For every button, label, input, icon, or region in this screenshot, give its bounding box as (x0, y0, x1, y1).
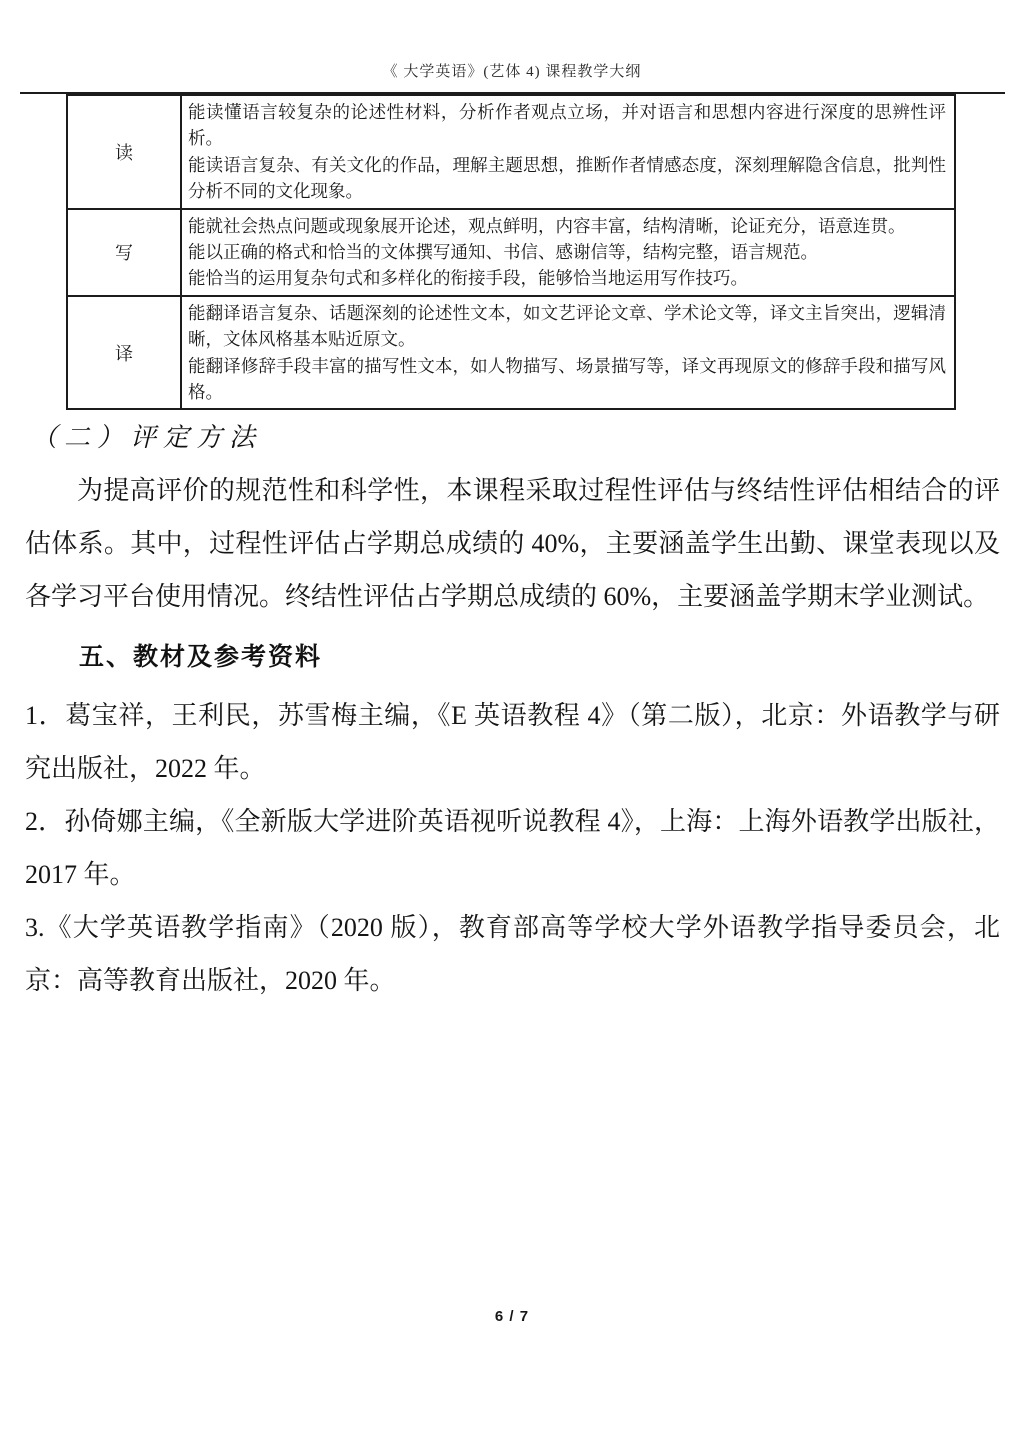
content-paragraph: 能读语言复杂、有关文化的作品，理解主题思想，推断作者情感态度，深刻理解隐含信息，批判性分析不同的文化现象。 (188, 154, 946, 202)
content-paragraph: 能读懂语言较复杂的论述性材料，分析作者观点立场，并对语言和思想内容进行深度的思辨性评析。 (188, 102, 946, 149)
document-header (0, 0, 1024, 82)
section-heading-evaluation-method: （二）评定方法 (31, 423, 263, 453)
table-row-translation (67, 296, 955, 410)
skills-table (66, 94, 956, 410)
row-content-reading (181, 95, 955, 209)
row-content-translation (181, 296, 955, 410)
content-paragraph: 能以正确的格式和恰当的文体撰写通知、书信、感谢信等，结构完整，语言规范。 (188, 242, 818, 263)
row-label-translation: 译 (67, 296, 181, 410)
content-paragraph: 能就社会热点问题或现象展开论述，观点鲜明，内容丰富，结构清晰，论证充分，语意连贯。 (188, 215, 906, 236)
row-label-writing: 写 (67, 209, 181, 296)
page-number-text: 6 / 7 (494, 1308, 530, 1325)
content-paragraph: 能翻译语言复杂、话题深刻的论述性文本，如文艺评论文章、学术论文等，译文主旨突出，逻辑清晰，文体风格基本贴近原文。 (188, 302, 946, 350)
table-row-reading (67, 95, 955, 209)
section-heading-materials: 五、教材及参考资料 (79, 643, 323, 672)
content-paragraph: 能恰当的运用复杂句式和多样化的衔接手段，能够恰当地运用写作技巧。 (188, 268, 748, 289)
reference-list (0, 689, 1024, 1007)
header-title: 《 大学英语》(艺体 4) 课程教学大纲 (382, 64, 642, 80)
evaluation-paragraph: 为提高评价的规范性和科学性，本课程采取过程性评估与终结性评估相结合的评估体系。其中，过程性评估占学期总成绩的 40%，主要涵盖学生出勤、课堂表现以及各学习平台使用情况。终结性评估占学期总成绩的 60%，主要涵盖学期末学业测试。 (25, 476, 1000, 612)
row-label-reading: 读 (67, 95, 181, 209)
reference-item-3: 3.《大学英语教学指南》（2020 版），教育部高等学校大学外语教学指导委员会，北京：高等教育出版社，2020 年。 (25, 913, 1000, 996)
reference-item-1: 1．葛宝祥，王利民，苏雪梅主编，《E 英语教程 4》（第二版），北京：外语教学与研究出版社，2022 年。 (25, 701, 1000, 784)
content-paragraph: 能翻译修辞手段丰富的描写性文本，如人物描写、场景描写等，译文再现原文的修辞手段和描写风格。 (188, 355, 946, 403)
row-content-writing (181, 209, 955, 296)
page-number (0, 1308, 1024, 1325)
table-row-writing (67, 209, 955, 296)
reference-item-2: 2．孙倚娜主编，《全新版大学进阶英语视听说教程 4》，上海：上海外语教学出版社，2017 年。 (25, 807, 1000, 890)
